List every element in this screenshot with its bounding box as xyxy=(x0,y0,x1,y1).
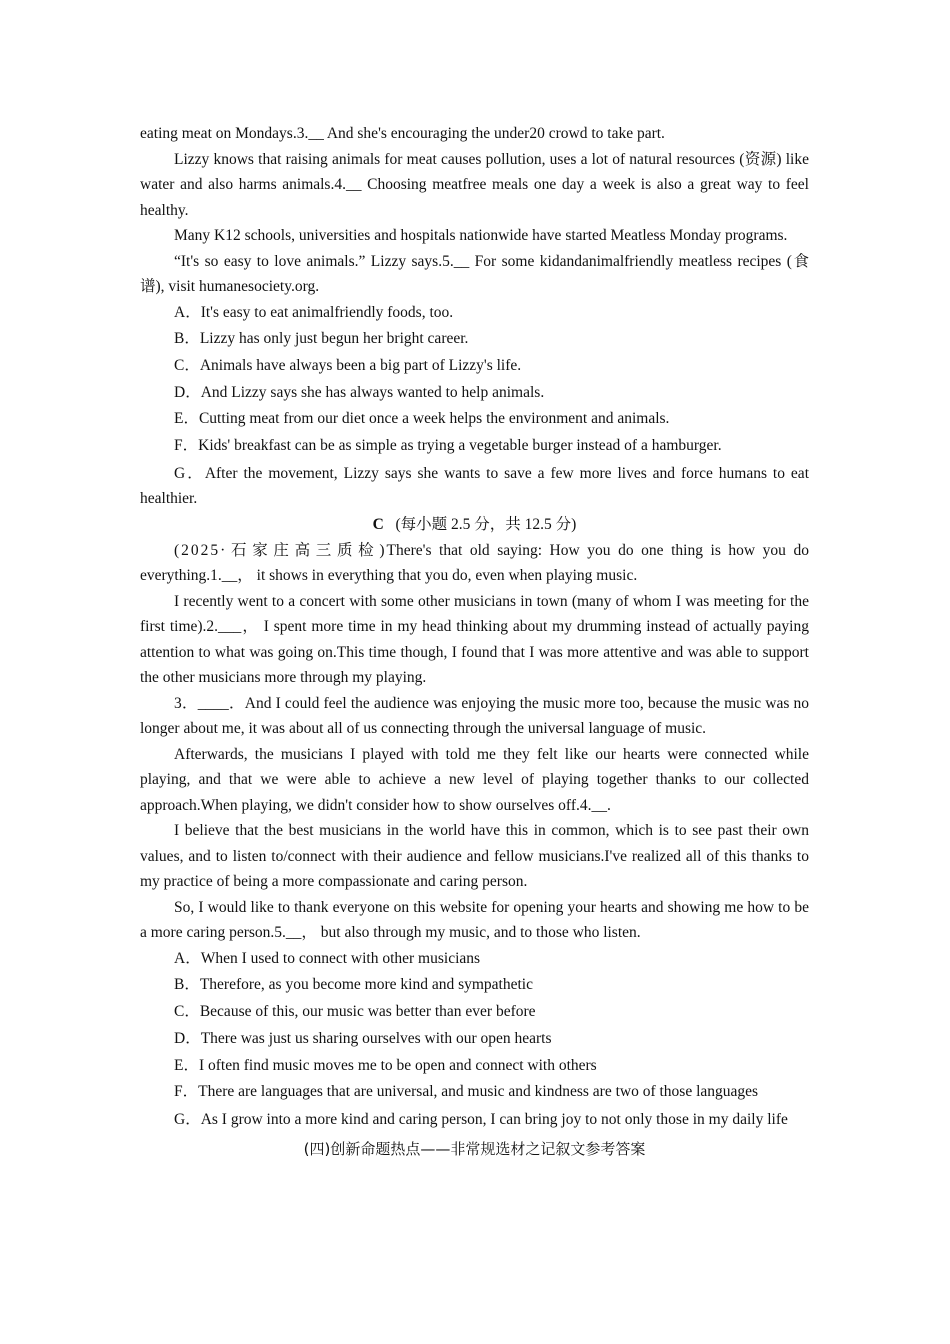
option-c-g: G．As I grow into a more kind and caring person, I can bring joy to not only those in my daily life xyxy=(174,1110,788,1128)
option-c-f: F．There are languages that are universal, and music and kindness are two of those languages xyxy=(174,1083,759,1101)
option-b-c: C．Animals have always been a big part of Lizzy's life. xyxy=(174,356,522,374)
section-c-heading xyxy=(140,512,809,538)
option-b-e: E．Cutting meat from our diet once a week helps the environment and animals. xyxy=(174,410,670,428)
passage-c-paragraph-6: So, I would like to thank everyone on this website for opening your hearts and showing me how to be a more caring person.5.__， but also through my music, and to those who listen. xyxy=(140,898,809,942)
passage-b-paragraph-3: Many K12 schools, universities and hospitals nationwide have started Meatless Monday programs. xyxy=(174,227,788,244)
option-b-f: F．Kids' breakfast can be as simple as trying a vegetable burger instead of a hamburger. xyxy=(174,437,722,455)
passage-b-paragraph-4: “It's so easy to love animals.” Lizzy says.5.__ For some kidandanimalfriendly meatless recipes (食谱), visit humanesociety.org. xyxy=(140,252,809,295)
option-c-d: D．There was just us sharing ourselves with our open hearts xyxy=(174,1029,552,1047)
option-b-b: B．Lizzy has only just begun her bright career. xyxy=(174,330,469,348)
passage-b-options xyxy=(140,300,809,512)
passage-c-paragraph-1-text: There's that old saying: How you do one thing is how you do everything.1.__， it shows in everything that you do, even when playing music. xyxy=(140,541,809,585)
answer-key-heading: (四)创新命题热点——非常规选材之记叙文参考答案 xyxy=(303,1140,646,1159)
passage-c-paragraph-1 xyxy=(140,538,809,589)
passage-c-paragraph-2: I recently went to a concert with some other musicians in town (many of whom I was meeting for the first time).2.___， I spent more time in my head thinking about my drumming instead of actually paying attention to what was going on.This time though, I found that I was more attentive and was able to support the other musicians more through my playing. xyxy=(140,592,809,687)
passage-c-source: (2025·石家庄高三质检) xyxy=(174,541,387,559)
option-b-a: A．It's easy to eat animalfriendly foods, too. xyxy=(174,303,454,321)
passage-b-paragraph-2: Lizzy knows that raising animals for meat causes pollution, uses a lot of natural resources (资源) like water and also harms animals.4.__ Choosing meatfree meals one day a week is also a great way to feel healthy. xyxy=(140,150,809,219)
section-c-score: (每小题 2.5 分，共 12.5 分) xyxy=(395,515,577,533)
option-c-b: B．Therefore, as you become more kind and sympathetic xyxy=(174,976,533,994)
passage-c-paragraph-5: I believe that the best musicians in the world have this in common, which is to see past their own values, and to listen to/connect with their audience and fellow musicians.I've realized all of this thanks to my practice of being a more compassionate and caring person. xyxy=(140,822,809,891)
option-c-e: E．I often find music moves me to be open and connect with others xyxy=(174,1056,597,1074)
passage-c-paragraph-4: Afterwards, the musicians I played with told me they felt like our hearts were connected while playing, and that we were able to achieve a new level of playing together thanks to our collected approach.When playing, we didn't consider how to show ourselves off.4.__. xyxy=(140,745,809,814)
passage-c-paragraph-3: 3．____．And I could feel the audience was enjoying the music more too, because the music was no longer about me, it was about all of us connecting through the universal language of music. xyxy=(140,694,809,738)
option-b-g: G．After the movement, Lizzy says she wants to save a few more lives and force humans to eat healthier. xyxy=(140,464,809,508)
passage-b-paragraph-1-tail: eating meat on Mondays.3.__ And she's encouraging the under20 crowd to take part. xyxy=(140,125,665,142)
option-b-d: D．And Lizzy says she has always wanted to help animals. xyxy=(174,383,545,401)
option-c-c: C．Because of this, our music was better than ever before xyxy=(174,1003,536,1021)
section-c-letter: C xyxy=(372,515,384,533)
option-c-a: A．When I used to connect with other musicians xyxy=(174,949,481,967)
document-page xyxy=(140,121,809,1162)
passage-c-options xyxy=(140,946,809,1133)
